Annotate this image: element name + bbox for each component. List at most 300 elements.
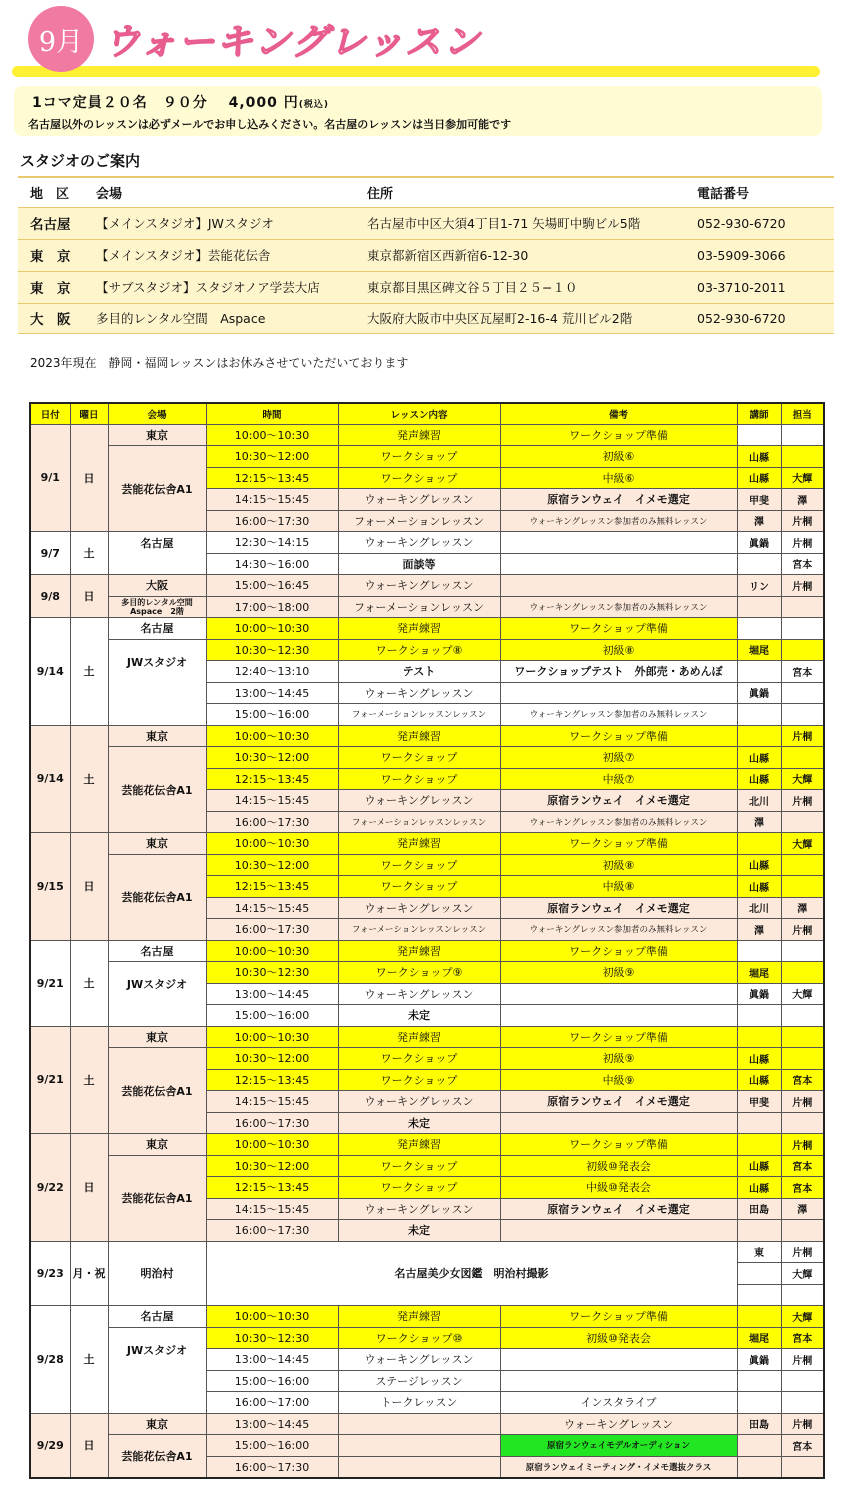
lesson-cell: ウォーキングレッスン (338, 575, 500, 597)
time-cell: 16:00〜17:00 (206, 1392, 338, 1414)
instructor-cell (737, 1392, 781, 1414)
venue-cell: 芸能花伝舎A1 (108, 1048, 206, 1134)
note-cell: 初級⑩発表会 (500, 1155, 737, 1177)
lesson-cell (338, 1413, 500, 1435)
venue-cell: 芸能花伝舎A1 (108, 1155, 206, 1241)
time-cell: 14:15〜15:45 (206, 897, 338, 919)
lesson-cell: 未定 (338, 1112, 500, 1134)
studio-area: 東 京 (18, 271, 96, 303)
studio-area: 東 京 (18, 239, 96, 271)
day-cell: 日 (70, 833, 108, 941)
venue-cell: 名古屋 (108, 618, 206, 640)
schedule-row (30, 1327, 824, 1349)
staff-cell (781, 1392, 824, 1414)
note-cell: 中級⑦ (500, 768, 737, 790)
staff-cell: 大輝 (781, 1263, 824, 1285)
instructor-cell: 堀尾 (737, 1327, 781, 1349)
note-cell: 原宿ランウェイ イメモ選定 (500, 790, 737, 812)
info-box (14, 86, 822, 136)
instructor-cell: 眞鍋 (737, 682, 781, 704)
studio-row (18, 271, 834, 303)
time-cell: 10:00〜10:30 (206, 1134, 338, 1156)
date-cell: 9/28 (30, 1306, 70, 1414)
time-cell: 16:00〜17:30 (206, 1456, 338, 1478)
time-cell: 10:30〜12:30 (206, 962, 338, 984)
venue-cell: 芸能花伝舎A1 (108, 747, 206, 833)
venue-cell: 大阪 (108, 575, 206, 597)
venue-cell: 芸能花伝舎A1 (108, 1435, 206, 1478)
note-cell: ワークショップ準備 (500, 424, 737, 446)
venue-cell: 東京 (108, 1413, 206, 1435)
date-cell: 9/23 (30, 1241, 70, 1306)
lesson-cell: トークレッスン (338, 1392, 500, 1414)
instructor-cell (737, 1456, 781, 1478)
lesson-cell: ワークショップ (338, 854, 500, 876)
schedule-row (30, 1241, 824, 1263)
lesson-cell: 発声練習 (338, 833, 500, 855)
header-lesson: レッスン内容 (338, 403, 500, 424)
studio-venue: 【メインスタジオ】芸能花伝舎 (96, 239, 367, 271)
schedule-row (30, 424, 824, 446)
time-cell: 15:00〜16:45 (206, 575, 338, 597)
note-cell (500, 1005, 737, 1027)
lesson-cell: ワークショップ⑨ (338, 962, 500, 984)
staff-cell: 澤 (781, 1198, 824, 1220)
date-cell: 9/8 (30, 575, 70, 618)
date-cell: 9/29 (30, 1413, 70, 1478)
closure-notice: 2023年現在 静岡・福岡レッスンはお休みさせていただいております (30, 356, 409, 370)
time-cell: 10:30〜12:00 (206, 1155, 338, 1177)
note-cell: 原宿ランウェイ イメモ選定 (500, 1091, 737, 1113)
time-cell: 12:15〜13:45 (206, 1177, 338, 1199)
staff-cell: 片桐 (781, 510, 824, 532)
staff-cell: 澤 (781, 489, 824, 511)
day-cell: 土 (70, 532, 108, 575)
lesson-cell: 面談等 (338, 553, 500, 575)
staff-cell: 片桐 (781, 1413, 824, 1435)
note-cell: 初級⑨ (500, 962, 737, 984)
time-cell: 16:00〜17:30 (206, 811, 338, 833)
time-cell: 12:40〜13:10 (206, 661, 338, 683)
lesson-cell: ワークショップ (338, 1155, 500, 1177)
time-cell: 15:00〜16:00 (206, 1005, 338, 1027)
instructor-cell: 山縣 (737, 854, 781, 876)
note-cell (500, 1220, 737, 1242)
instructor-cell (737, 940, 781, 962)
note-cell (500, 983, 737, 1005)
staff-cell (781, 1048, 824, 1070)
header-date: 日付 (30, 403, 70, 424)
instructor-cell: 田島 (737, 1413, 781, 1435)
schedule-row (30, 725, 824, 747)
note-cell: 初級⑧ (500, 854, 737, 876)
staff-cell (781, 596, 824, 618)
instructor-cell (737, 1306, 781, 1328)
lesson-cell: 発声練習 (338, 1306, 500, 1328)
instructor-cell: リン (737, 575, 781, 597)
page-title: ウォーキングレッスン (104, 22, 482, 63)
schedule-table (29, 402, 825, 1479)
lesson-cell: 発声練習 (338, 424, 500, 446)
staff-cell: 大輝 (781, 833, 824, 855)
lesson-cell: ワークショップ (338, 1048, 500, 1070)
date-cell: 9/21 (30, 1026, 70, 1134)
staff-cell (781, 1456, 824, 1478)
instructor-cell: 山縣 (737, 1048, 781, 1070)
lesson-cell: ウォーキングレッスン (338, 682, 500, 704)
studio-row (18, 303, 834, 333)
schedule-row (30, 596, 824, 618)
schedule-row (30, 1048, 824, 1070)
note-cell: ウォーキングレッスン参加者のみ無料レッスン (500, 704, 737, 726)
staff-cell: 大輝 (781, 1306, 824, 1328)
studio-address: 大阪府大阪市中央区瓦屋町2-16-4 荒川ビル2階 (367, 303, 697, 333)
staff-cell: 宮本 (781, 553, 824, 575)
time-cell: 16:00〜17:30 (206, 1220, 338, 1242)
day-cell: 日 (70, 424, 108, 532)
time-cell: 15:00〜16:00 (206, 1370, 338, 1392)
lesson-cell: 未定 (338, 1220, 500, 1242)
studio-table (18, 176, 834, 334)
note-cell: ワークショップ準備 (500, 833, 737, 855)
day-cell: 土 (70, 725, 108, 833)
schedule-row (30, 940, 824, 962)
capacity-text: 1コマ定員２０名 ９０分 4,000 円 (32, 95, 299, 111)
instructor-cell: 山縣 (737, 467, 781, 489)
lesson-cell: 発声練習 (338, 940, 500, 962)
lesson-cell: ワークショップ⑧ (338, 639, 500, 661)
instructor-cell: 澤 (737, 510, 781, 532)
lesson-cell: ワークショップ (338, 747, 500, 769)
time-cell: 10:30〜12:30 (206, 639, 338, 661)
header-staff: 担当 (781, 403, 824, 424)
staff-cell (781, 1005, 824, 1027)
date-cell: 9/7 (30, 532, 70, 575)
instructor-cell (737, 725, 781, 747)
capacity-line (32, 92, 822, 112)
instructor-cell: 北川 (737, 790, 781, 812)
staff-cell: 片桐 (781, 1241, 824, 1263)
note-cell: ウォーキングレッスン (500, 1413, 737, 1435)
date-cell: 9/14 (30, 725, 70, 833)
note-cell: ウォーキングレッスン参加者のみ無料レッスン (500, 811, 737, 833)
header-day: 曜日 (70, 403, 108, 424)
time-cell: 10:00〜10:30 (206, 725, 338, 747)
schedule-row (30, 639, 824, 661)
instructor-cell: 山縣 (737, 446, 781, 468)
time-cell: 14:15〜15:45 (206, 1198, 338, 1220)
tax-note: (税込) (298, 100, 330, 110)
note-cell: 初級⑩発表会 (500, 1327, 737, 1349)
note-cell: ワークショップ準備 (500, 618, 737, 640)
instructor-cell (737, 1284, 781, 1306)
lesson-cell: ウォーキングレッスン (338, 897, 500, 919)
time-cell: 10:30〜12:00 (206, 854, 338, 876)
time-cell: 10:30〜12:00 (206, 446, 338, 468)
staff-cell: 宮本 (781, 1327, 824, 1349)
note-cell: ワークショップ準備 (500, 725, 737, 747)
day-cell: 土 (70, 940, 108, 1026)
lesson-cell: 発声練習 (338, 725, 500, 747)
note-cell: ワークショップ準備 (500, 1306, 737, 1328)
time-cell: 12:15〜13:45 (206, 876, 338, 898)
lesson-cell: ウォーキングレッスン (338, 1349, 500, 1371)
note-cell: 中級⑥ (500, 467, 737, 489)
note-cell: 原宿ランウェイミーティング・イメモ選抜クラス (500, 1456, 737, 1478)
title-underline (12, 66, 820, 77)
studio-header-area: 地 区 (18, 177, 96, 207)
instructor-cell (737, 553, 781, 575)
staff-cell: 片桐 (781, 575, 824, 597)
time-cell: 14:15〜15:45 (206, 790, 338, 812)
staff-cell (781, 876, 824, 898)
studio-phone: 052-930-6720 (697, 303, 834, 333)
schedule-row (30, 833, 824, 855)
studio-header-venue: 会場 (96, 177, 367, 207)
lesson-cell: フォーメーションレッスンレッスン (338, 811, 500, 833)
day-cell: 日 (70, 575, 108, 618)
instructor-cell (737, 704, 781, 726)
lesson-cell: ウォーキングレッスン (338, 983, 500, 1005)
studio-phone: 052-930-6720 (697, 207, 834, 239)
schedule-row (30, 962, 824, 984)
time-cell: 15:00〜16:00 (206, 1435, 338, 1457)
note-cell (500, 553, 737, 575)
schedule-row (30, 446, 824, 468)
lesson-cell: ワークショップ (338, 1177, 500, 1199)
staff-cell (781, 1112, 824, 1134)
staff-cell (781, 1220, 824, 1242)
lesson-cell: 未定 (338, 1005, 500, 1027)
instructor-cell: 堀尾 (737, 962, 781, 984)
booking-note: 名古屋以外のレッスンは必ずメールでお申し込みください。名古屋のレッスンは当日参加可能です (28, 118, 512, 131)
venue-cell: 芸能花伝舎A1 (108, 854, 206, 940)
venue-cell: JWスタジオ (108, 1327, 206, 1413)
lesson-cell: 発声練習 (338, 1026, 500, 1048)
time-cell: 16:00〜17:30 (206, 919, 338, 941)
time-cell: 10:30〜12:00 (206, 1048, 338, 1070)
staff-cell (781, 854, 824, 876)
lesson-cell: フォーメーションレッスンレッスン (338, 704, 500, 726)
note-cell: 原宿ランウェイ イメモ選定 (500, 489, 737, 511)
header-notes: 備考 (500, 403, 737, 424)
studio-venue: 【サブスタジオ】スタジオノア学芸大店 (96, 271, 367, 303)
venue-cell: 東京 (108, 725, 206, 747)
day-cell: 月・祝 (70, 1241, 108, 1306)
staff-cell (781, 1370, 824, 1392)
lesson-cell: ワークショップ (338, 467, 500, 489)
instructor-cell (737, 1220, 781, 1242)
lesson-cell (338, 1435, 500, 1457)
schedule-row (30, 1435, 824, 1457)
day-cell: 土 (70, 618, 108, 726)
schedule-row (30, 532, 824, 554)
staff-cell (781, 940, 824, 962)
instructor-cell (737, 1134, 781, 1156)
venue-cell: 名古屋 (108, 532, 206, 575)
note-cell: 初級⑦ (500, 747, 737, 769)
note-cell: 中級⑩発表会 (500, 1177, 737, 1199)
studio-phone: 03-5909-3066 (697, 239, 834, 271)
lesson-cell: ワークショップ (338, 446, 500, 468)
time-cell: 13:00〜14:45 (206, 1413, 338, 1435)
schedule-row (30, 1026, 824, 1048)
staff-cell: 片桐 (781, 1134, 824, 1156)
lesson-cell: ワークショップ (338, 876, 500, 898)
instructor-cell (737, 1435, 781, 1457)
venue-cell: JWスタジオ (108, 639, 206, 725)
instructor-cell: 澤 (737, 811, 781, 833)
venue-cell: 東京 (108, 1026, 206, 1048)
instructor-cell: 甲斐 (737, 489, 781, 511)
date-cell: 9/15 (30, 833, 70, 941)
note-cell: 初級⑨ (500, 1048, 737, 1070)
lesson-cell: ウォーキングレッスン (338, 1198, 500, 1220)
time-cell: 17:00〜18:00 (206, 596, 338, 618)
instructor-cell (737, 1026, 781, 1048)
staff-cell: 宮本 (781, 1069, 824, 1091)
instructor-cell: 甲斐 (737, 1091, 781, 1113)
header-venue: 会場 (108, 403, 206, 424)
time-cell: 12:15〜13:45 (206, 467, 338, 489)
staff-cell (781, 1284, 824, 1306)
studio-phone: 03-3710-2011 (697, 271, 834, 303)
staff-cell: 片桐 (781, 532, 824, 554)
note-cell: 初級⑥ (500, 446, 737, 468)
instructor-cell: 眞鍋 (737, 532, 781, 554)
venue-cell: JWスタジオ (108, 962, 206, 1027)
staff-cell: 宮本 (781, 1155, 824, 1177)
note-cell: ウォーキングレッスン参加者のみ無料レッスン (500, 510, 737, 532)
studio-venue: 多目的レンタル空間 Aspace (96, 303, 367, 333)
time-cell: 13:00〜14:45 (206, 1349, 338, 1371)
date-cell: 9/1 (30, 424, 70, 532)
time-cell: 13:00〜14:45 (206, 682, 338, 704)
day-cell: 日 (70, 1134, 108, 1242)
time-cell: 10:00〜10:30 (206, 1306, 338, 1328)
instructor-cell (737, 1370, 781, 1392)
time-cell: 14:30〜16:00 (206, 553, 338, 575)
staff-cell: 片桐 (781, 1091, 824, 1113)
instructor-cell: 北川 (737, 897, 781, 919)
time-cell: 10:00〜10:30 (206, 940, 338, 962)
staff-cell: 宮本 (781, 1177, 824, 1199)
staff-cell: 宮本 (781, 661, 824, 683)
date-cell: 9/22 (30, 1134, 70, 1242)
staff-cell (781, 1026, 824, 1048)
studio-header-phone: 電話番号 (697, 177, 834, 207)
staff-cell: 大輝 (781, 467, 824, 489)
note-cell: 原宿ランウェイ イメモ選定 (500, 1198, 737, 1220)
lesson-cell: 発声練習 (338, 618, 500, 640)
staff-cell (781, 639, 824, 661)
instructor-cell: 山縣 (737, 1155, 781, 1177)
lesson-cell: フォーメーションレッスンレッスン (338, 919, 500, 941)
staff-cell (781, 618, 824, 640)
instructor-cell: 山縣 (737, 747, 781, 769)
time-cell: 10:00〜10:30 (206, 424, 338, 446)
schedule-row (30, 618, 824, 640)
note-cell (500, 1349, 737, 1371)
note-cell: ウォーキングレッスン参加者のみ無料レッスン (500, 919, 737, 941)
lesson-cell: 発声練習 (338, 1134, 500, 1156)
studio-area: 大 阪 (18, 303, 96, 333)
day-cell: 日 (70, 1413, 108, 1478)
schedule-row (30, 747, 824, 769)
month-badge (28, 6, 94, 72)
venue-cell: 芸能花伝舎A1 (108, 446, 206, 532)
staff-cell (781, 962, 824, 984)
note-cell: ワークショップ準備 (500, 940, 737, 962)
venue-cell: 明治村 (108, 1241, 206, 1306)
note-cell (500, 1370, 737, 1392)
lesson-cell: ウォーキングレッスン (338, 1091, 500, 1113)
lesson-cell: フォーメーションレッスン (338, 596, 500, 618)
staff-cell: 澤 (781, 897, 824, 919)
instructor-cell: 澤 (737, 919, 781, 941)
lesson-cell: ウォーキングレッスン (338, 532, 500, 554)
instructor-cell (737, 661, 781, 683)
schedule-header-row (30, 403, 824, 424)
staff-cell: 大輝 (781, 983, 824, 1005)
instructor-cell: 山縣 (737, 768, 781, 790)
instructor-cell: 堀尾 (737, 639, 781, 661)
lesson-cell: ウォーキングレッスン (338, 489, 500, 511)
instructor-cell: 田島 (737, 1198, 781, 1220)
studio-venue: 【メインスタジオ】JWスタジオ (96, 207, 367, 239)
note-cell: インスタライブ (500, 1392, 737, 1414)
time-cell: 16:00〜17:30 (206, 510, 338, 532)
note-cell: 原宿ランウェイモデルオーディション (500, 1435, 737, 1457)
schedule-row (30, 575, 824, 597)
note-cell: 中級⑨ (500, 1069, 737, 1091)
time-cell: 10:00〜10:30 (206, 1026, 338, 1048)
staff-cell: 宮本 (781, 1435, 824, 1457)
staff-cell (781, 747, 824, 769)
date-cell: 9/21 (30, 940, 70, 1026)
schedule-row (30, 1134, 824, 1156)
day-cell: 土 (70, 1306, 108, 1414)
studio-section-title: スタジオのご案内 (20, 152, 141, 170)
time-cell: 16:00〜17:30 (206, 1112, 338, 1134)
venue-cell: 名古屋 (108, 1306, 206, 1328)
studio-address: 東京都目黒区碑文谷５丁目２５−１０ (367, 271, 697, 303)
time-cell: 14:15〜15:45 (206, 489, 338, 511)
staff-cell: 片桐 (781, 919, 824, 941)
instructor-cell: 東 (737, 1241, 781, 1263)
venue-cell: 東京 (108, 1134, 206, 1156)
instructor-cell (737, 424, 781, 446)
note-cell: 原宿ランウェイ イメモ選定 (500, 897, 737, 919)
venue-cell: 多目的レンタル空間 Aspace 2階 (108, 596, 206, 618)
note-cell: 初級⑧ (500, 639, 737, 661)
note-cell: ワークショップテスト 外郎売・あめんぼ (500, 661, 737, 683)
time-cell: 10:00〜10:30 (206, 833, 338, 855)
instructor-cell (737, 1112, 781, 1134)
lesson-cell: ワークショップ (338, 768, 500, 790)
staff-cell: 大輝 (781, 768, 824, 790)
lesson-cell: フォーメーションレッスン (338, 510, 500, 532)
venue-cell: 東京 (108, 424, 206, 446)
venue-cell: 名古屋 (108, 940, 206, 962)
lesson-cell: ウォーキングレッスン (338, 790, 500, 812)
studio-row (18, 239, 834, 271)
time-cell: 12:15〜13:45 (206, 768, 338, 790)
instructor-cell: 山縣 (737, 1177, 781, 1199)
venue-cell: 東京 (108, 833, 206, 855)
staff-cell: 片桐 (781, 725, 824, 747)
studio-area: 名古屋 (18, 207, 96, 239)
